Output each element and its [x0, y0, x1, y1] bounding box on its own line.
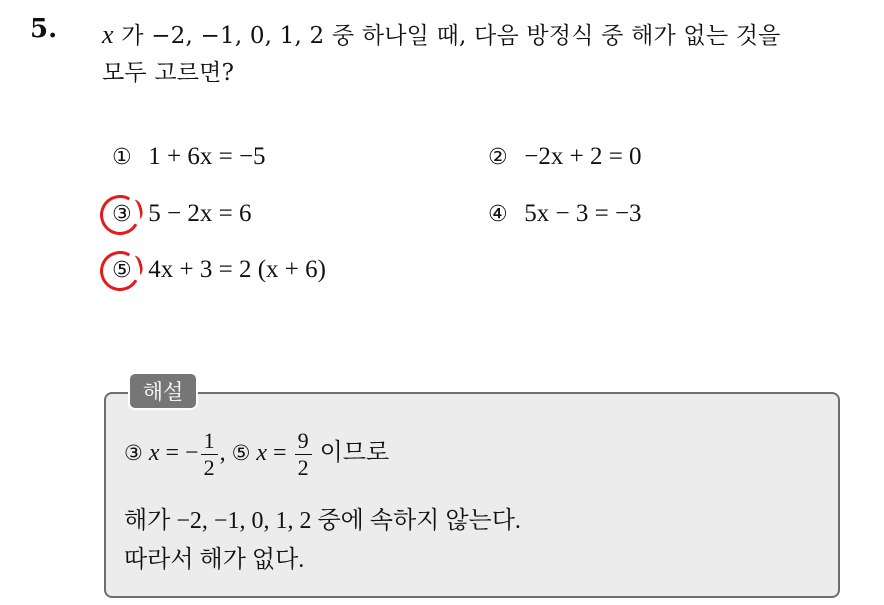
fraction-numerator: 1	[201, 428, 218, 455]
equals: =	[267, 440, 293, 467]
choice-number: ③	[112, 202, 132, 227]
choice-2[interactable]	[488, 143, 642, 171]
circled-3: ③	[124, 441, 143, 466]
fraction-denominator: 2	[297, 455, 309, 480]
var-x: x	[256, 440, 268, 467]
choice-expression: −2x + 2 = 0	[524, 143, 642, 170]
choice-4[interactable]	[488, 200, 642, 228]
choice-expression: 5 − 2x = 6	[148, 200, 252, 227]
question-number: 5.	[30, 14, 58, 44]
choice-number: ②	[488, 145, 508, 170]
choice-expression: 4x + 3 = 2 (x + 6)	[148, 256, 326, 283]
question-line2: 모두 고르면?	[102, 60, 235, 86]
fraction-numerator: 9	[295, 428, 312, 455]
question-text	[102, 16, 872, 92]
comma: ,	[219, 440, 226, 467]
explanation-suffix: 이므로	[313, 440, 390, 467]
equals-minus: = −	[159, 440, 199, 467]
red-circle-mark-icon	[96, 247, 145, 296]
question-variable: x	[102, 20, 114, 49]
explanation-tag: 해설	[128, 372, 198, 410]
choice-1[interactable]	[112, 143, 266, 171]
explanation-line-2: 해가 −2, −1, 0, 1, 2 중에 속하지 않는다.	[124, 508, 521, 534]
choice-number: ④	[488, 202, 508, 227]
fraction-denominator: 2	[203, 455, 215, 480]
circled-5: ⑤	[231, 441, 251, 466]
question-line1: 가 −2, −1, 0, 1, 2 중 하나일 때, 다음 방정식 중 해가 없는 것을	[113, 23, 781, 49]
explanation-line-3: 따라서 해가 없다.	[124, 547, 305, 573]
choice-expression: 1 + 6x = −5	[148, 143, 266, 170]
fraction-nine-halves	[295, 428, 312, 481]
choice-number: ①	[112, 145, 132, 170]
fraction-one-half	[201, 428, 218, 481]
explanation-line-1	[124, 428, 389, 481]
choice-5[interactable]	[112, 256, 326, 284]
red-circle-mark-icon	[96, 191, 145, 240]
choice-number: ⑤	[112, 258, 132, 283]
var-x: x	[148, 440, 160, 467]
choice-expression: 5x − 3 = −3	[524, 200, 642, 227]
